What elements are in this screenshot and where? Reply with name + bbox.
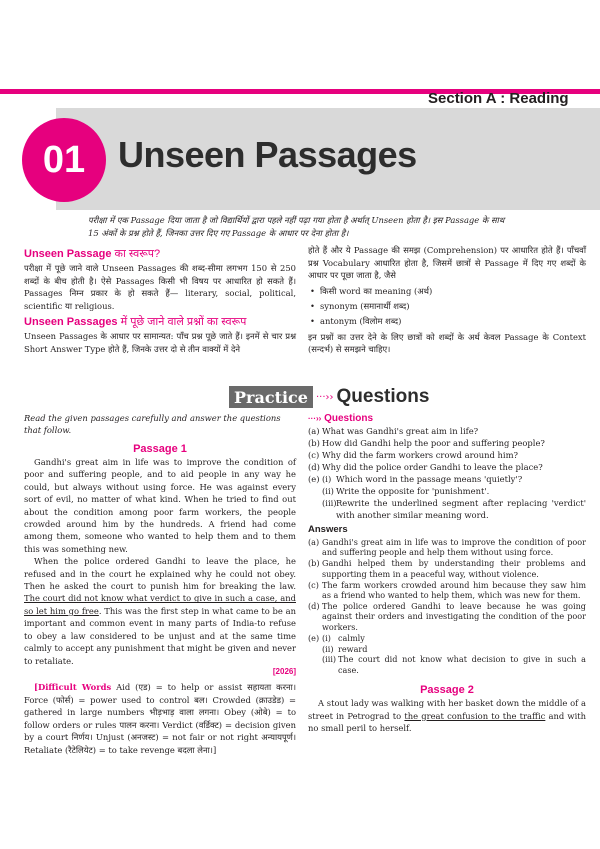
answer-text: The farm workers crowded around him because they saw him as a friend who wanted to help them, which was new for them.	[322, 579, 586, 601]
nature-heading-en: Unseen Passage	[24, 248, 112, 260]
answer-label	[308, 644, 322, 654]
answer-text: reward	[338, 643, 368, 654]
chapter-title: Unseen Passages	[118, 134, 417, 175]
question-label: (b)	[308, 438, 320, 448]
question-text: Rewrite the underlined segment after replacing 'verdict' with another similar meaning word.	[336, 498, 586, 520]
practice-label: Practice	[229, 386, 313, 408]
list-item: • synonym (समानार्थी शब्द)	[308, 299, 586, 314]
answer-sublabel: (iii)	[322, 654, 337, 665]
difficult-words-label: [Difficult Words	[34, 681, 112, 692]
answer-label: (d)	[308, 600, 320, 611]
list-item	[308, 449, 586, 461]
passage2-title: Passage 2	[420, 684, 474, 697]
question-text: Which word in the passage means 'quietly'?	[336, 474, 523, 484]
vocab-bullet-list	[308, 284, 586, 329]
list-item	[308, 461, 586, 473]
list-item	[308, 437, 586, 449]
answer-label: (a)	[308, 537, 320, 547]
list-item	[308, 537, 586, 558]
question-label: (e)	[308, 474, 320, 484]
difficult-words-text: Aid (एड) = to help or assist सहायता करना। Force (फोर्स) = power used to control बल। Crowded (क्राउडेड) = gathered in large numbers भीड़भाड़ वाला लगना। Obey (ओबे) = to follow orders or rules पालन करना। Verdict (वर्डिक्ट) = decision given by a court निर्णय। Unjust (अनजस्ट) = not fair or not right अन्यायपूर्ण। Retaliate (रैटेलियेट) = to take revenge बदला लेना।]	[24, 681, 296, 755]
theory-right-column	[308, 244, 586, 356]
question-text: Why did the farm workers crowd around him?	[322, 450, 519, 460]
question-sublabel: (ii)	[322, 486, 334, 496]
passage1-para2-end: . This was the first step in what came to be an important and common event in many parts of India-to refuse to obey a law considered to be unjust and at the same time calmly to accept any punishment that might be given and never to retaliate.	[24, 605, 296, 666]
list-item	[308, 644, 586, 654]
passage-column	[24, 412, 296, 756]
answer-text: The police ordered Gandhi to leave because he was going against their orders and investigating the condition of the poor workers.	[322, 600, 586, 632]
question-sublabel: (iii)	[322, 498, 337, 508]
questions-heading-text: Questions	[324, 413, 374, 424]
answer-label: (e)	[308, 632, 320, 643]
answer-text: calmly	[338, 632, 365, 643]
nature-heading	[24, 246, 296, 262]
answer-label: (b)	[308, 558, 320, 569]
passage2-text-end: and with no small peril to herself.	[308, 710, 587, 734]
question-label: (a)	[308, 426, 320, 436]
answer-label	[308, 654, 322, 675]
intro-text: परीक्षा में एक Passage दिया जाता है जो विद्यार्थियों द्वारा पहले नहीं पढ़ा गया होता है अर्थात् Unseen होता है। इस Passage के साथ 15 अंकों के प्रश्न होते हैं, जिनका उत्तर दिए गए Passage के आधार पर देना होता है।	[88, 215, 505, 238]
arrow-icon: ···››	[308, 414, 322, 423]
question-sublabel: (i)	[322, 474, 332, 484]
questions-type-heading	[24, 314, 296, 330]
chapter-number-badge: 01	[22, 118, 106, 202]
underlined-segment: The court did not know what verdict to give in such a case, and so let him go free	[24, 593, 296, 616]
underlined-segment: the great confusion to the traffic	[404, 710, 546, 721]
vocab-text: होते हैं और ये Passage की समझ (Comprehension) पर आधारित होते हैं। पाँचवाँ प्रश्न Vocabulary आधारित होता है, जिसमें छात्रों से Passage में दिए गए शब्दों के आधार पर पूछा जाता है, जैसे	[308, 245, 586, 281]
list-item	[308, 473, 586, 485]
year-row	[24, 667, 296, 679]
theory-left-column	[24, 246, 296, 356]
nature-heading-hi: का स्वरूप?	[111, 248, 161, 260]
answer-sublabel: (ii)	[322, 643, 334, 654]
instruction-text: Read the given passages carefully and answer the questions that follow.	[24, 413, 281, 435]
question-label: (d)	[308, 462, 320, 472]
questions-type-text: Unseen Passages के आधार पर सामान्यत: पाँच प्रश्न पूछे जाते हैं। इनमें से चार प्रश्न Short Answer Type होते हैं, जिनके उत्तर दो से तीन वाक्यों में देने	[24, 331, 296, 354]
passage2-text	[308, 697, 586, 734]
list-item	[308, 497, 586, 521]
list-item	[308, 601, 586, 632]
arrow-icon: ···››	[315, 391, 334, 403]
questions-type-heading-hi: में पूछे जाने वाले प्रश्नों का स्वरूप	[117, 316, 247, 329]
list-item: • antonym (विलोम शब्द)	[308, 314, 586, 329]
questions-label: Questions	[336, 386, 430, 407]
list-item: • किसी word का meaning (अर्थ)	[308, 284, 586, 299]
answer-text: The court did not know what decision to give in such a case.	[338, 654, 586, 675]
answers-list	[308, 537, 586, 675]
passage1-para2-start: When the police ordered Gandhi to leave the place, he refused and in the court he explained why he could not obey. Then he asked the court to punish him for breaking the law.	[24, 556, 296, 592]
difficult-words	[24, 681, 296, 757]
question-text: What was Gandhi's great aim in life?	[322, 426, 479, 436]
answer-text: Gandhi's great aim in life was to improve the condition of poor and suffering people and help them without using force.	[322, 537, 586, 558]
questions-type-heading-en: Unseen Passages	[24, 316, 118, 329]
questions-heading	[308, 412, 586, 425]
list-item	[308, 633, 586, 643]
list-item	[308, 558, 586, 579]
list-item	[308, 580, 586, 601]
question-text: Write the opposite for 'punishment'.	[336, 486, 490, 496]
passage1-para1: Gandhi's great aim in life was to improve the condition of poor and suffering people, and to aid people in any way he could, but always without using force. He was against every sort of evil, no matter of what kind. When he tried to find out about the condition among poor farm workers, the people crowded around him by the hundreds. A friend had come among them, someone who wanted to help them and to them this was something new.	[24, 457, 296, 554]
list-item	[308, 654, 586, 675]
practice-questions-heading	[229, 385, 429, 409]
answer-text: Gandhi helped them by understanding their problems and supporting them in a peaceful way, without violence.	[322, 558, 586, 579]
passage1-para2	[24, 555, 296, 667]
question-text: How did Gandhi help the poor and suffering people?	[322, 438, 545, 448]
questions-list	[308, 425, 586, 521]
nature-text: परीक्षा में पूछे जाने वाले Unseen Passages की शब्द-सीमा लगभग 150 से 250 शब्दों के बीच होती है। ऐसे Passages किसी भी विषय पर आधारित हो सकते हैं। Passages निम्न प्रकार के हो सकते हैं— literary, social, political, scientific या religious.	[24, 263, 296, 311]
question-label	[308, 485, 322, 497]
answer-sublabel: (i)	[322, 632, 331, 643]
list-item	[308, 485, 586, 497]
exam-year-badge: [2026]	[272, 666, 296, 676]
context-text: इन प्रश्नों का उत्तर देने के लिए छात्रों को शब्दों के अर्थ केवल Passage के Context (सन्दर्भ) से समझने चाहिए।	[308, 331, 586, 355]
answer-label: (c)	[308, 579, 319, 590]
answers-heading: Answers	[308, 524, 348, 535]
question-label	[308, 497, 322, 521]
question-label: (c)	[308, 450, 320, 460]
list-item	[308, 425, 586, 437]
passage2-text-start: A stout lady was walking with her basket down the middle of a street in Petrograd to	[308, 698, 586, 721]
section-label: Section A : Reading	[428, 90, 569, 107]
passage1-title: Passage 1	[133, 443, 187, 455]
question-text: Why did the police order Gandhi to leave the place?	[322, 462, 543, 472]
questions-answers-column	[308, 412, 586, 735]
